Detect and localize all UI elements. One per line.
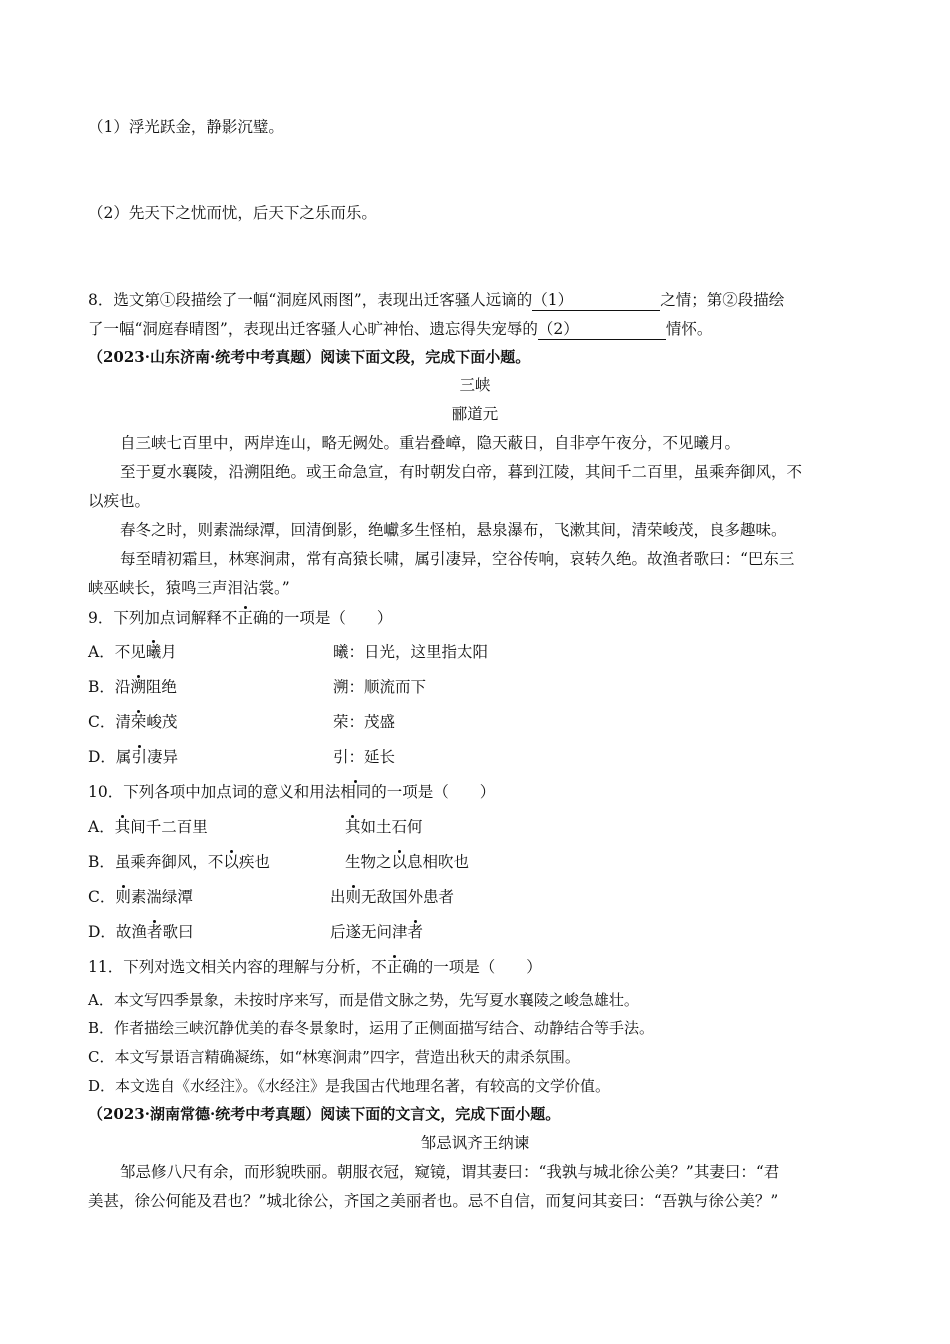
section-1-title: 三峡 [459, 376, 491, 394]
q9-option-d[interactable]: D．属引凄异 引：延长 [88, 748, 396, 766]
q10-option-b[interactable]: B．虽乘奔御风，不以疾也 生物之以息相吹也 [88, 853, 470, 871]
passage-1-paragraph-4: 每至晴初霜旦，林寒涧肃，常有高猿长啸，属引凄异，空谷传响，哀转久绝。故渔者歌曰：“巴东三 [120, 550, 795, 568]
section-1-source: （2023·山东济南·统考中考真题）阅读下面文段，完成下面小题。 [88, 348, 531, 366]
passage-1-paragraph-4-cont: 峡巫峡长，猿鸣三声泪沾裳。” [88, 579, 290, 597]
q10-option-a[interactable]: A．其间千二百里 其如土石何 [88, 818, 423, 836]
q11-stem: 11．下列对选文相关内容的理解与分析，不正确的一项是（ ） [88, 958, 542, 976]
passage-2-paragraph-1: 邹忌修八尺有余，而形貌昳丽。朝服衣冠，窥镜，谓其妻曰：“我孰与城北徐公美？”其妻曰：“君 [120, 1163, 780, 1181]
q8-line-1: 8．选文第①段描绘了一幅“洞庭风雨图”，表现出迁客骚人远谪的（1） 之情；第②段描绘 [88, 291, 785, 309]
section-2-source: （2023·湖南常德·统考中考真题）阅读下面的文言文，完成下面小题。 [88, 1105, 561, 1123]
q11-option-b[interactable]: B．作者描绘三峡沉静优美的春冬景象时，运用了正侧面描写结合、动静结合等手法。 [88, 1019, 655, 1037]
q10-stem: 10．下列各项中加点词的意义和用法相同的一项是（ ） [88, 783, 496, 801]
passage-1-paragraph-3: 春冬之时，则素湍绿潭，回清倒影，绝巘多生怪柏，悬泉瀑布，飞漱其间，清荣峻茂，良多趣味。 [120, 521, 787, 539]
q9-option-c[interactable]: C．清荣峻茂 荣：茂盛 [88, 713, 396, 731]
q8-line-2: 了一幅“洞庭春晴图”，表现出迁客骚人心旷神怡、遗忘得失宠辱的（2） 情怀。 [88, 320, 713, 338]
q9-option-b[interactable]: B．沿溯阻绝 溯：顺流而下 [88, 678, 427, 696]
q11-option-d[interactable]: D．本文选自《水经注》。《水经注》是我国古代地理名著，有较高的文学价值。 [88, 1077, 611, 1095]
passage-1-paragraph-2: 至于夏水襄陵，沿溯阻绝。或王命急宣，有时朝发白帝，暮到江陵，其间千二百里，虽乘奔御风，不 [120, 463, 803, 481]
q11-option-c[interactable]: C．本文写景语言精确凝练，如“林寒涧肃”四字，营造出秋天的肃杀氛围。 [88, 1048, 580, 1066]
q8-blank-1[interactable]: （1） [532, 290, 660, 311]
q9-option-a[interactable]: A．不见曦月 曦：日光，这里指太阳 [88, 643, 489, 661]
q8-blank-2[interactable]: （2） [538, 319, 666, 340]
translate-sentence-2: （2）先天下之忧而忧，后天下之乐而乐。 [88, 204, 377, 222]
section-1-author: 郦道元 [451, 405, 499, 423]
q9-stem: 9．下列加点词解释不正确的一项是（ ） [88, 609, 393, 627]
q10-option-c[interactable]: C．则素湍绿潭 出则无敌国外患者 [88, 888, 455, 906]
section-2-title: 邹忌讽齐王纳谏 [420, 1134, 530, 1152]
passage-1-paragraph-1: 自三峡七百里中，两岸连山，略无阙处。重岩叠嶂，隐天蔽日，自非亭午夜分，不见曦月。 [120, 434, 741, 452]
passage-1-paragraph-2-cont: 以疾也。 [88, 492, 151, 510]
translate-sentence-1: （1）浮光跃金，静影沉璧。 [88, 118, 284, 136]
q10-option-d[interactable]: D．故渔者歌曰 后遂无问津者 [88, 923, 424, 941]
q11-option-a[interactable]: A．本文写四季景象，未按时序来写，而是借文脉之势，先写夏水襄陵之峻急雄壮。 [88, 991, 639, 1009]
passage-2-paragraph-1-cont: 美甚，徐公何能及君也？”城北徐公，齐国之美丽者也。忌不自信，而复问其妾曰：“吾孰与徐公美？” [88, 1192, 779, 1210]
